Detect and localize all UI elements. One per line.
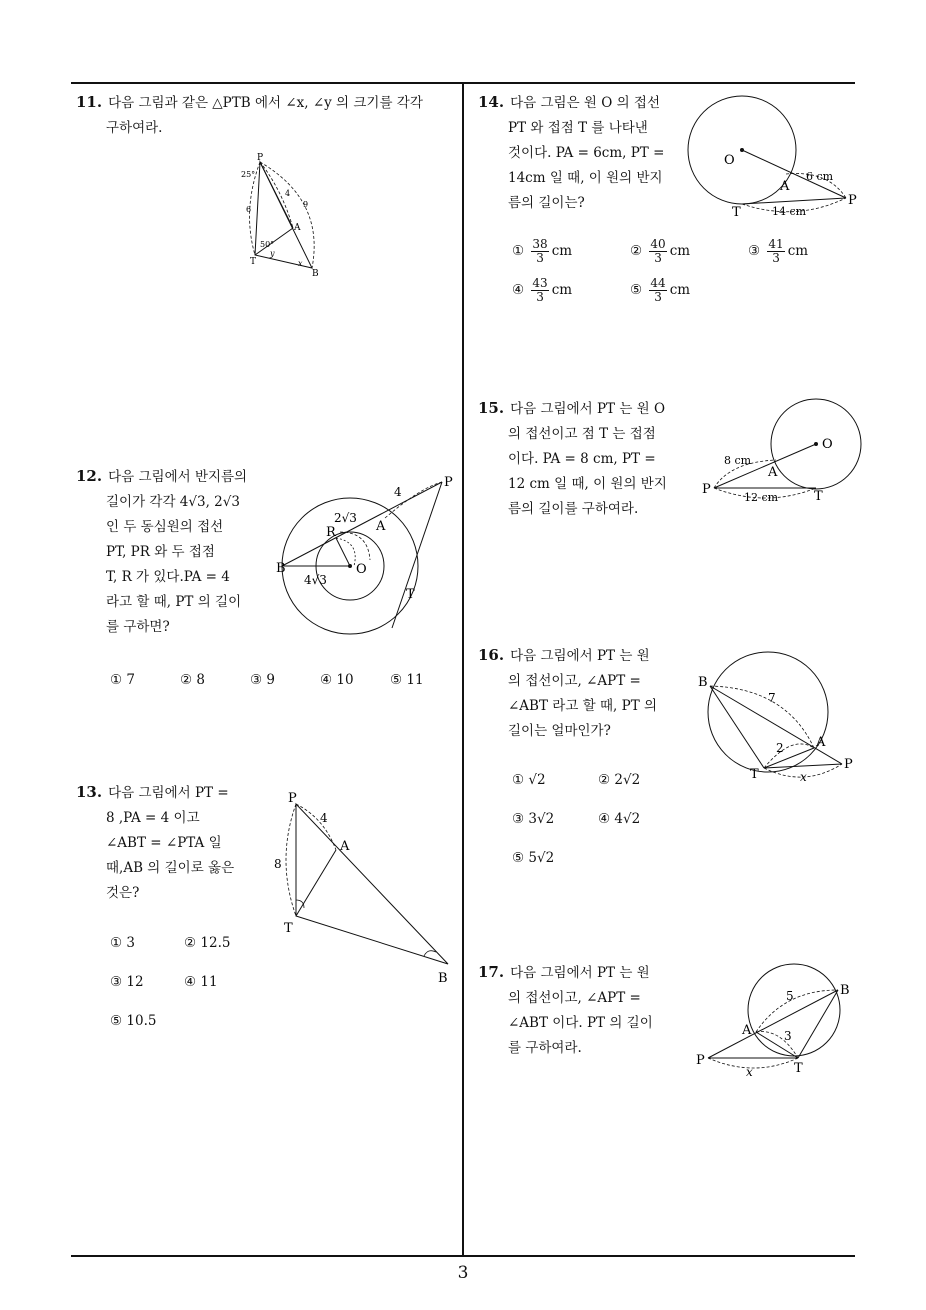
side-4: 4: [285, 189, 291, 198]
label-A: A: [816, 735, 826, 750]
label-A: A: [742, 1023, 752, 1038]
problem-text-line: 것은?: [106, 885, 140, 901]
problem-text-line: 길이는 얼마인가?: [508, 723, 611, 739]
problem-text-line: 이다. PA = 8 cm, PT =: [508, 451, 656, 467]
option-5[interactable]: ⑤ 10.5: [110, 1013, 157, 1029]
side-14cm: 14 cm: [772, 205, 807, 218]
option-3[interactable]: ③ 3√2: [512, 811, 555, 827]
options-13: [110, 935, 330, 1035]
label-A: A: [780, 179, 790, 194]
option-5[interactable]: ⑤ 11: [390, 672, 424, 688]
problem-text-line: 때,AB 의 길이로 옳은: [106, 860, 235, 876]
label-O: O: [356, 562, 367, 577]
column-divider: [462, 82, 464, 1256]
option-2[interactable]: ② 2√2: [598, 772, 641, 788]
side-2: 2: [776, 741, 784, 755]
option-5[interactable]: ⑤ $\frac{44}{3}$ cm: [630, 276, 691, 304]
figure-11: [230, 150, 330, 280]
label-B: B: [276, 561, 286, 576]
problem-text-line: 길이가 각각 4√3, 2√3: [106, 494, 240, 510]
option-4[interactable]: ④ $\frac{43}{3}$ cm: [512, 276, 573, 304]
figure-17: [694, 966, 859, 1081]
problem-11: [76, 90, 456, 141]
angle-50: 50°: [260, 240, 275, 249]
problem-17: [478, 960, 688, 1061]
problem-text-line: 12 cm 일 때, 이 원의 반지: [508, 476, 667, 492]
radius-4root3: 4√3: [304, 573, 327, 587]
problem-number: 12.: [76, 467, 103, 485]
label-R: R: [326, 525, 336, 540]
problem-text-line: 것이다. PA = 6cm, PT =: [508, 145, 665, 161]
figure-14: [688, 92, 868, 222]
label-A: A: [376, 519, 386, 534]
label-P: P: [844, 757, 853, 772]
problem-text-line: 의 접선이고 점 T 는 접점: [508, 426, 656, 442]
problem-15: [478, 396, 693, 522]
option-1[interactable]: ① 3: [110, 935, 135, 951]
label-A: A: [768, 465, 778, 480]
problem-text-line: 구하여라.: [106, 120, 163, 136]
option-1[interactable]: ① $\frac{38}{3}$ cm: [512, 237, 573, 265]
option-3[interactable]: ③ 12: [110, 974, 144, 990]
label-P: P: [696, 1053, 705, 1068]
problem-text-line: 다음 그림은 원 O 의 접선: [510, 95, 661, 111]
side-6cm: 6 cm: [806, 170, 834, 183]
problem-text-line: 라고 할 때, PT 의 길이: [106, 594, 242, 610]
problem-12: [76, 464, 266, 640]
side-9: 9: [303, 200, 309, 209]
side-6: 6: [246, 205, 252, 214]
option-3[interactable]: ③ $\frac{41}{3}$ cm: [748, 237, 809, 265]
problem-text-line: ∠ABT 이다. PT 의 길이: [508, 1015, 653, 1031]
problem-text-line: PT, PR 와 두 접점: [106, 544, 215, 560]
label-P: P: [848, 193, 857, 208]
problem-13: [76, 780, 266, 906]
side-12cm: 12 cm: [744, 491, 779, 504]
angle-x: x: [298, 259, 303, 268]
label-T: T: [284, 921, 293, 936]
label-B: B: [698, 675, 708, 690]
label-A: A: [294, 223, 301, 233]
figure-12: [270, 470, 470, 630]
label-O: O: [822, 437, 833, 452]
problem-number: 11.: [76, 93, 103, 111]
label-P: P: [702, 482, 711, 497]
label-T: T: [732, 205, 741, 220]
label-T: T: [814, 489, 823, 504]
option-4[interactable]: ④ 11: [184, 974, 218, 990]
problem-text-line: ∠ABT 라고 할 때, PT 의: [508, 698, 658, 714]
option-1[interactable]: ① 7: [110, 672, 135, 688]
problem-text-line: 인 두 동심원의 접선: [106, 519, 224, 535]
side-x: x: [746, 1065, 753, 1079]
problem-text-line: 다음 그림에서 반지름의: [108, 469, 248, 485]
problem-text-line: 8 ,PA = 4 이고: [106, 810, 200, 826]
option-4[interactable]: ④ 10: [320, 672, 354, 688]
problem-number: 16.: [478, 646, 505, 664]
option-2[interactable]: ② $\frac{40}{3}$ cm: [630, 237, 691, 265]
problem-16: [478, 643, 688, 744]
problem-text-line: PT 와 접점 T 를 나타낸: [508, 120, 648, 136]
problem-number: 17.: [478, 963, 505, 981]
problem-text-line: 를 구하여라.: [508, 1040, 582, 1056]
label-T: T: [750, 767, 759, 782]
label-B: B: [438, 971, 448, 986]
angle-25: 25°: [241, 170, 256, 179]
option-5[interactable]: ⑤ 5√2: [512, 850, 555, 866]
problem-text-line: 다음 그림에서 PT 는 원 O: [510, 401, 666, 417]
problem-text-line: 의 접선이고, ∠APT =: [508, 990, 641, 1006]
options-14: [512, 238, 852, 318]
problem-text-line: T, R 가 있다.PA = 4: [106, 569, 230, 585]
problem-number: 13.: [76, 783, 103, 801]
option-1[interactable]: ① √2: [512, 772, 546, 788]
side-8: 8: [274, 857, 282, 871]
label-P: P: [288, 791, 297, 806]
page-number: 3: [457, 1263, 469, 1283]
problem-text-line: 다음 그림에서 PT 는 원: [510, 965, 650, 981]
label-T: T: [250, 257, 257, 267]
problem-text-line: 름의 길이를 구하여라.: [508, 501, 639, 517]
problem-number: 15.: [478, 399, 505, 417]
label-O: O: [724, 153, 735, 168]
side-4: 4: [394, 485, 402, 499]
problem-text-line: 를 구하면?: [106, 619, 170, 635]
option-2[interactable]: ② 12.5: [184, 935, 231, 951]
problem-text-line: 다음 그림에서 PT 는 원: [510, 648, 650, 664]
label-T: T: [794, 1061, 803, 1076]
label-T: T: [406, 587, 415, 602]
figure-16: [696, 648, 861, 788]
side-4: 4: [320, 811, 328, 825]
problem-text-line: 다음 그림에서 PT =: [108, 785, 229, 801]
side-3: 3: [784, 1029, 792, 1043]
side-7: 7: [768, 691, 776, 705]
side-8cm: 8 cm: [724, 454, 752, 467]
problem-text-line: ∠ABT = ∠PTA 일: [106, 835, 222, 851]
label-P: P: [257, 153, 264, 163]
problem-text-line: 름의 길이는?: [508, 195, 585, 211]
problem-number: 14.: [478, 93, 505, 111]
label-A: A: [340, 839, 350, 854]
problem-text-line: 다음 그림과 같은 △PTB 에서 ∠x, ∠y 의 크기를 각각: [108, 95, 423, 111]
label-B: B: [312, 269, 319, 279]
radius-2root3: 2√3: [334, 511, 357, 525]
options-16: [512, 772, 712, 872]
label-P: P: [444, 475, 453, 490]
figure-15: [700, 398, 850, 508]
option-3[interactable]: ③ 9: [250, 672, 275, 688]
problem-14: [478, 90, 688, 216]
problem-text-line: 14cm 일 때, 이 원의 반지: [508, 170, 663, 186]
side-5: 5: [786, 989, 794, 1003]
option-2[interactable]: ② 8: [180, 672, 205, 688]
option-4[interactable]: ④ 4√2: [598, 811, 641, 827]
label-B: B: [840, 983, 850, 998]
angle-y: y: [270, 249, 275, 258]
side-x: x: [800, 770, 807, 784]
problem-text-line: 의 접선이고, ∠APT =: [508, 673, 641, 689]
